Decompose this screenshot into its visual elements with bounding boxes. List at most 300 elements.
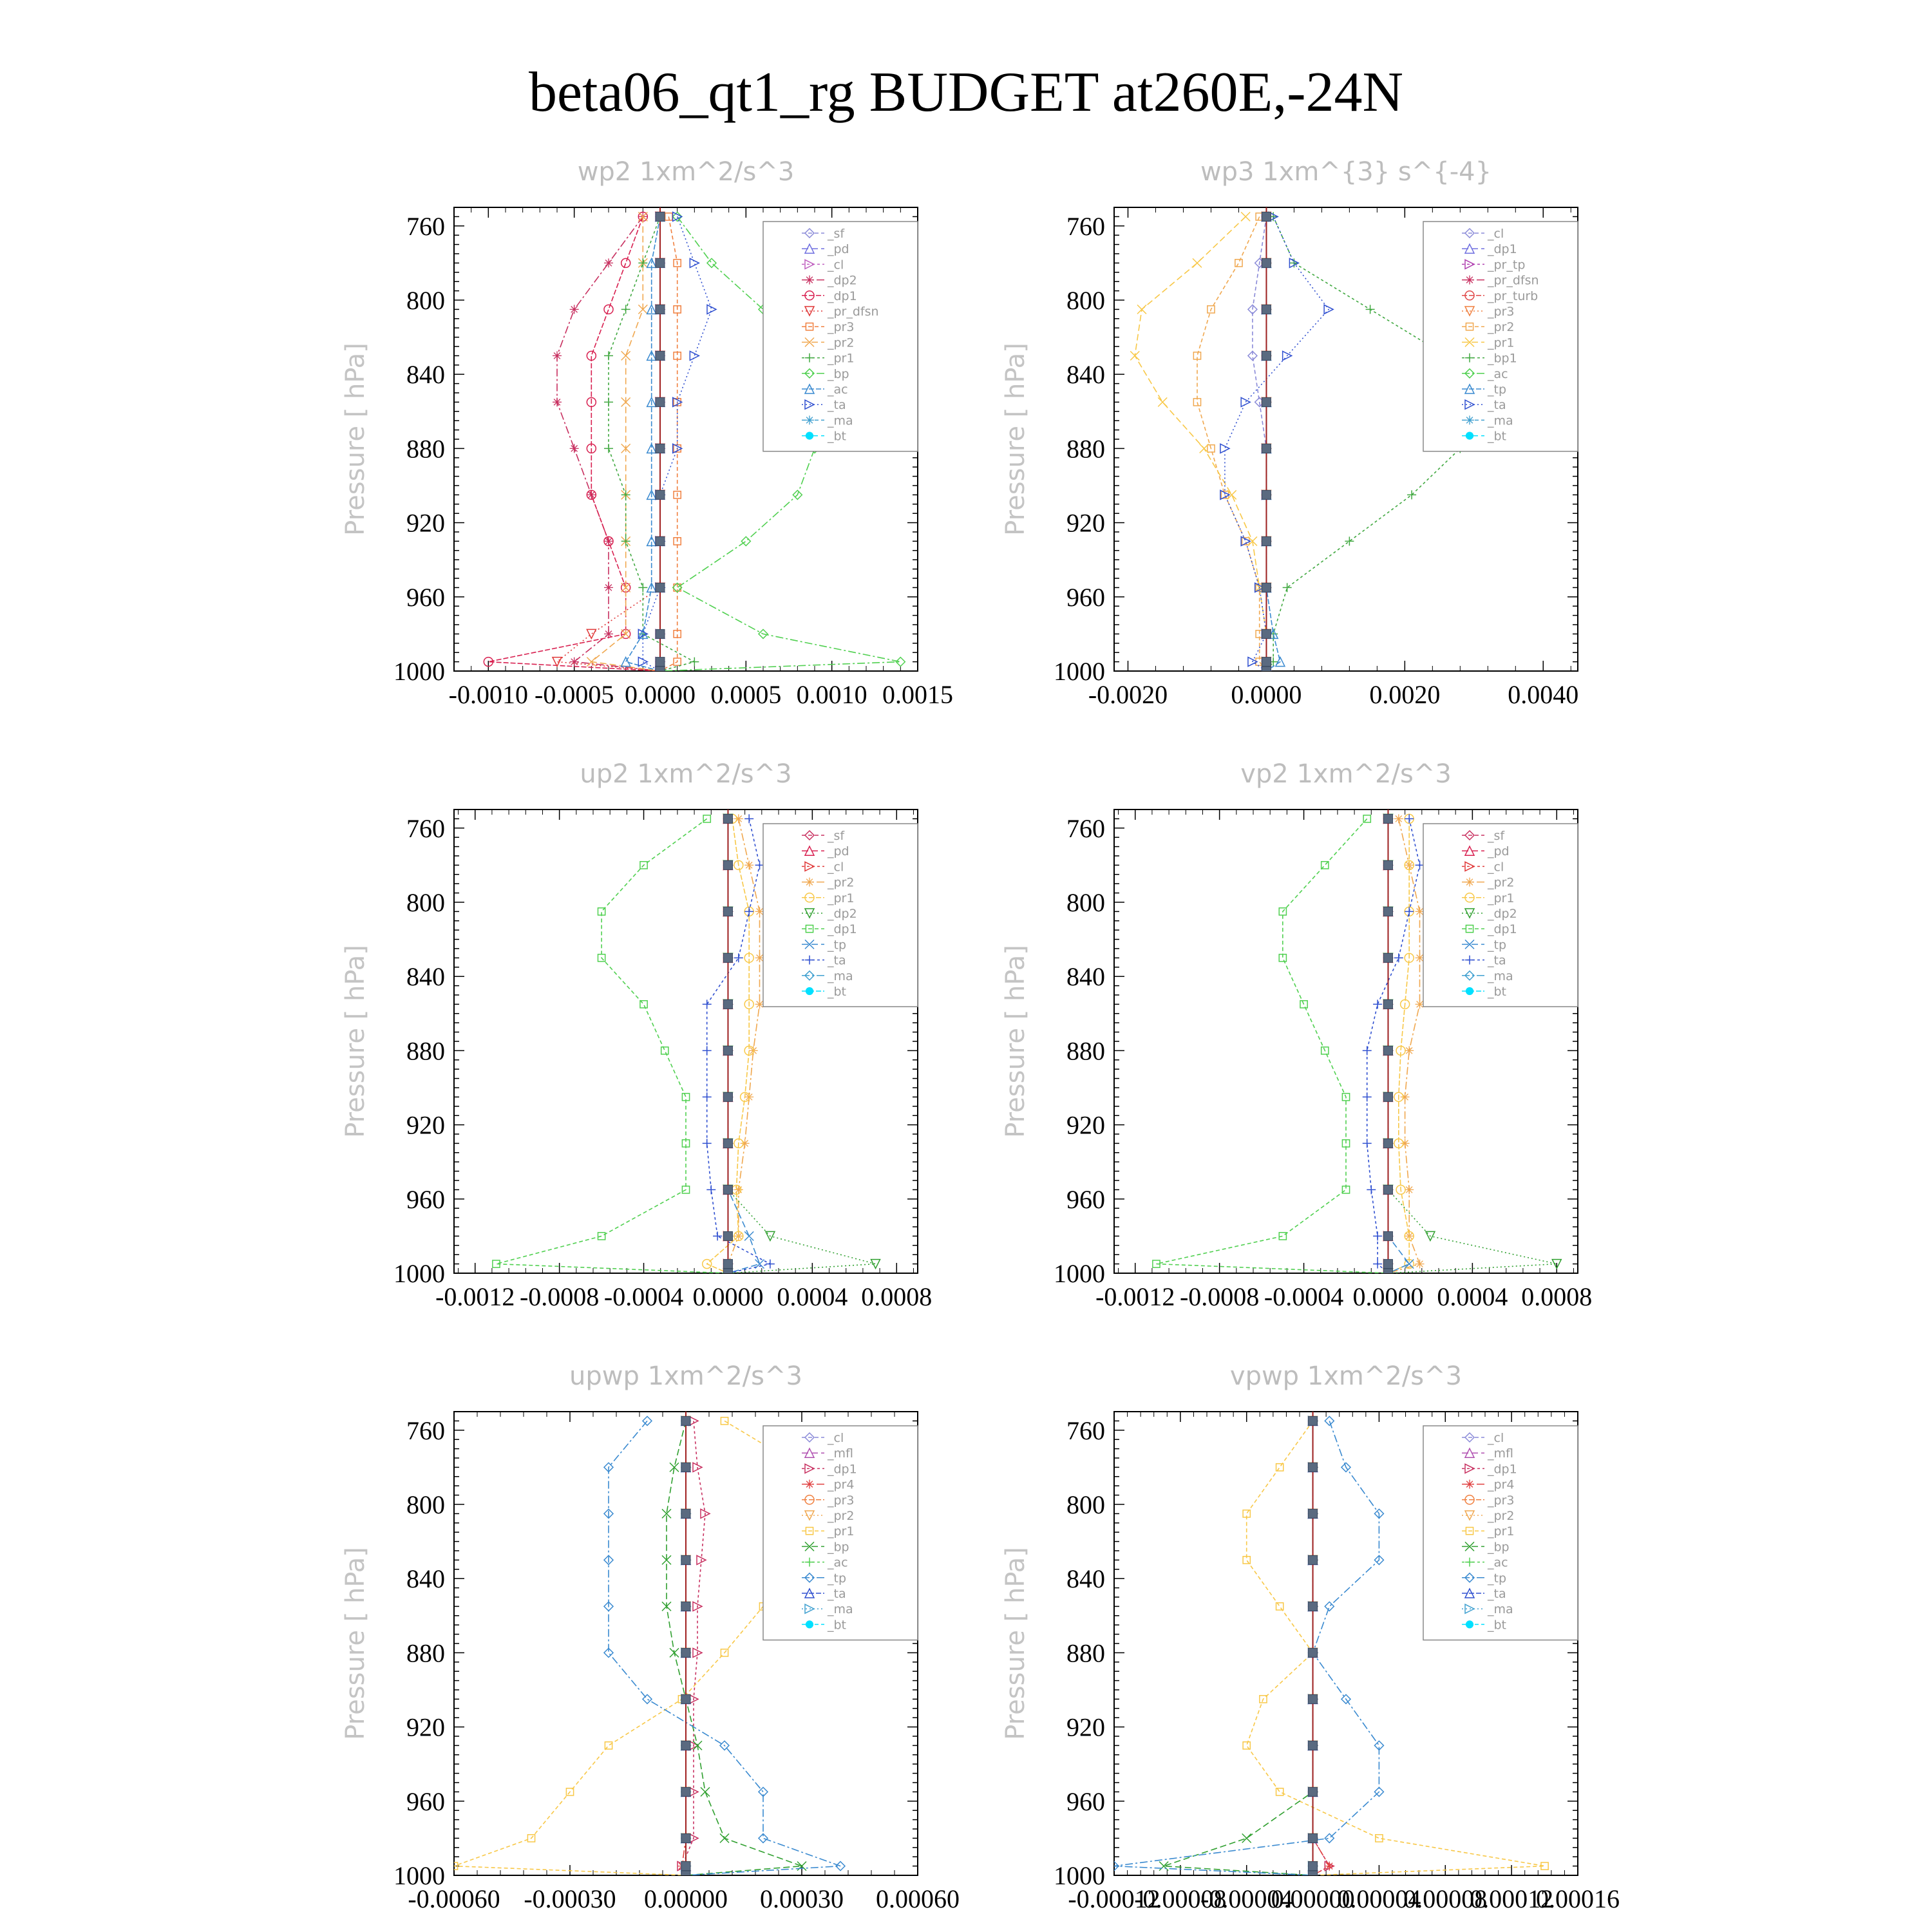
x-tick-label: -0.0004 (1264, 1282, 1344, 1311)
stacked-marker (681, 1787, 690, 1796)
legend-entry: _ac (1488, 1555, 1508, 1570)
y-tick-label: 920 (1066, 1110, 1105, 1140)
data-point (734, 1185, 743, 1194)
legend-entry: _dp1 (828, 922, 857, 937)
data-point (621, 658, 630, 667)
stacked-marker (723, 860, 732, 869)
x-tick-label: 0.0010 (796, 680, 867, 709)
stacked-marker (1262, 490, 1271, 499)
stacked-marker (1262, 536, 1271, 545)
x-tick-label: 0.0004 (1437, 1282, 1508, 1311)
x-tick-label: 0.00012 (1470, 1884, 1554, 1913)
figure-title: beta06_qt1_rg BUDGET at260E,-24N (528, 61, 1404, 124)
legend-entry: _pr_tp (1488, 258, 1526, 272)
panel-title: upwp 1xm^2/s^3 (569, 1361, 802, 1391)
stacked-marker (723, 1260, 732, 1269)
data-point (1325, 1862, 1334, 1871)
legend-entry: _dp2 (1488, 907, 1517, 921)
legend (1423, 824, 1578, 1007)
data-point (1405, 1046, 1414, 1055)
legend-entry: _pd (1488, 844, 1510, 859)
stacked-marker (656, 629, 665, 638)
stacked-marker (1309, 1648, 1318, 1657)
legend-entry: _dp1 (1488, 1462, 1517, 1477)
legend-entry: _bt (828, 1618, 847, 1633)
stacked-marker (681, 1833, 690, 1842)
x-tick-label: -0.00012 (1068, 1884, 1160, 1913)
legend-entry: _bt (828, 429, 847, 444)
legend-entry: _bt (1488, 985, 1507, 999)
y-tick-label: 920 (406, 508, 445, 538)
data-point (1405, 1185, 1414, 1194)
y-axis-label: Pressure [ hPa] (1001, 343, 1030, 536)
data-point (1367, 1185, 1376, 1194)
stacked-marker (1309, 1787, 1318, 1796)
x-tick-label: 0.0040 (1508, 680, 1579, 709)
legend-marker (1465, 1480, 1474, 1489)
y-tick-label: 880 (406, 434, 445, 464)
y-tick-label: 960 (1066, 582, 1105, 612)
data-point (1363, 1046, 1372, 1055)
x-tick-label: 0.0004 (777, 1282, 848, 1311)
y-tick-label: 800 (406, 888, 445, 917)
data-point (670, 1648, 679, 1657)
data-point (1193, 258, 1202, 267)
data-point (706, 1185, 715, 1194)
series-line-ta (1367, 819, 1420, 1273)
data-point (1325, 1602, 1334, 1611)
data-point (1158, 397, 1167, 406)
data-point (570, 305, 579, 314)
legend-entry: _pd (828, 844, 849, 859)
stacked-marker (1262, 629, 1271, 638)
x-tick-label: 0.00030 (760, 1884, 844, 1913)
data-point (670, 1463, 679, 1472)
y-tick-label: 840 (406, 962, 445, 992)
y-axis-label: Pressure [ hPa] (1001, 945, 1030, 1138)
y-tick-label: 1000 (393, 1259, 445, 1288)
data-point (1130, 351, 1139, 360)
data-point (604, 351, 613, 360)
x-tick-label: 0.0005 (710, 680, 782, 709)
x-tick-label: 0.0000 (1231, 680, 1302, 709)
data-point (587, 629, 596, 638)
y-tick-label: 960 (406, 582, 445, 612)
stacked-marker (656, 490, 665, 499)
legend-entry: _pr2 (1488, 1509, 1515, 1523)
legend-marker (1466, 432, 1473, 439)
y-tick-label: 960 (406, 1786, 445, 1816)
legend (763, 222, 918, 451)
x-tick-label: 0.0008 (1521, 1282, 1593, 1311)
legend-entry: _ma (1488, 413, 1513, 428)
data-point (703, 815, 710, 822)
data-point (734, 953, 743, 962)
panels (341, 157, 1620, 1913)
legend-entry: _ma (1488, 969, 1513, 983)
y-tick-label: 800 (1066, 888, 1105, 917)
stacked-marker (1309, 1694, 1318, 1703)
legend-marker (1466, 987, 1473, 994)
legend-entry: _pr2 (828, 875, 855, 890)
series-line-pr1 (1135, 216, 1266, 671)
legend-entry: _pr2 (828, 336, 855, 350)
series-line-ta (1225, 216, 1329, 671)
stacked-marker (723, 907, 732, 916)
y-tick-label: 760 (406, 211, 445, 241)
stacked-marker (656, 212, 665, 221)
stacked-marker (1309, 1463, 1318, 1472)
stacked-marker (681, 1648, 690, 1657)
data-point (621, 305, 630, 314)
legend-entry: _bp (828, 366, 849, 381)
stacked-marker (681, 1509, 690, 1518)
x-tick-label: 0.00060 (876, 1884, 960, 1913)
stacked-marker (681, 1463, 690, 1472)
data-point (693, 1741, 702, 1750)
legend-entry: _pr2 (828, 1509, 855, 1523)
stacked-marker (656, 305, 665, 314)
data-point (1363, 1139, 1372, 1148)
stacked-marker (723, 999, 732, 1009)
y-tick-label: 1000 (393, 657, 445, 686)
x-tick-label: -0.00030 (524, 1884, 616, 1913)
x-tick-label: -0.0005 (535, 680, 614, 709)
stacked-marker (1383, 814, 1392, 823)
legend-entry: _pr1 (1488, 891, 1515, 905)
legend-entry: _bt (1488, 429, 1507, 444)
data-point (755, 1260, 764, 1269)
data-point (1373, 1231, 1382, 1240)
legend-entry: _bp (1488, 1540, 1510, 1555)
legend-entry: _ta (828, 953, 846, 968)
stacked-marker (656, 536, 665, 545)
legend-entry: _pr1 (828, 1524, 855, 1539)
x-tick-label: 0.00000 (1271, 1884, 1355, 1913)
stacked-marker (723, 1185, 732, 1194)
y-tick-label: 800 (406, 286, 445, 315)
legend-entry: _cl (828, 860, 844, 875)
data-point (744, 1231, 753, 1240)
legend-entry: _ma (828, 413, 853, 428)
stacked-marker (1262, 583, 1271, 592)
legend-entry: _pr2 (1488, 320, 1515, 335)
stacked-marker (723, 953, 732, 962)
data-point (690, 258, 699, 267)
stacked-marker (681, 1871, 690, 1880)
x-tick-label: 0.00008 (1403, 1884, 1488, 1913)
legend-entry: _dp1 (1488, 242, 1517, 257)
panel-wp3 (1001, 157, 1578, 709)
legend-entry: _tp (1488, 383, 1507, 397)
legend-marker (1466, 1621, 1473, 1628)
stacked-marker (1262, 444, 1271, 453)
y-tick-label: 1000 (1054, 1861, 1105, 1890)
data-point (673, 212, 682, 221)
x-tick-label: 0.0008 (861, 1282, 933, 1311)
x-tick-label: -0.00008 (1134, 1884, 1227, 1913)
legend-marker (806, 987, 813, 994)
data-point (604, 258, 613, 267)
legend-marker (805, 878, 814, 887)
data-point (690, 351, 699, 360)
legend-entry: _ac (828, 1555, 848, 1570)
y-tick-label: 880 (1066, 1638, 1105, 1668)
data-point (1283, 583, 1292, 592)
data-point (707, 305, 716, 314)
data-point (690, 658, 699, 667)
legend-entry: _tp (828, 1571, 847, 1586)
legend-entry: _dp1 (828, 1462, 857, 1477)
legend-entry: _ac (1488, 366, 1508, 381)
x-tick-label: 0.00016 (1536, 1884, 1620, 1913)
data-point (1276, 1464, 1283, 1471)
y-tick-label: 920 (1066, 508, 1105, 538)
legend-entry: _pr3 (1488, 1493, 1515, 1508)
y-tick-label: 800 (1066, 286, 1105, 315)
y-tick-label: 1000 (393, 1861, 445, 1890)
legend-entry: _ta (1488, 1587, 1506, 1601)
y-tick-label: 760 (406, 813, 445, 843)
legend-entry: _pr1 (1488, 1524, 1515, 1539)
legend (763, 1426, 918, 1640)
y-tick-label: 840 (1066, 360, 1105, 390)
data-point (1366, 305, 1375, 314)
stacked-marker (1309, 1862, 1318, 1871)
legend-entry: _pr4 (828, 1477, 855, 1492)
stacked-marker (1383, 1092, 1392, 1101)
stacked-marker (1383, 1260, 1392, 1269)
legend-entry: _ma (1488, 1602, 1513, 1617)
legend-entry: _sf (1488, 829, 1505, 843)
stacked-marker (1262, 667, 1271, 676)
stacked-marker (1383, 860, 1392, 869)
panel-title: up2 1xm^2/s^3 (580, 759, 792, 789)
stacked-marker (681, 1602, 690, 1611)
stacked-marker (1309, 1555, 1318, 1564)
stacked-marker (1383, 1185, 1392, 1194)
panel-vpwp (1001, 1361, 1620, 1913)
y-tick-label: 880 (1066, 1036, 1105, 1066)
stacked-marker (1262, 212, 1271, 221)
y-tick-label: 840 (1066, 1564, 1105, 1594)
stacked-marker (1383, 1139, 1392, 1148)
y-axis-label: Pressure [ hPa] (341, 343, 370, 536)
legend (763, 824, 918, 1007)
data-point (741, 536, 750, 545)
x-tick-label: -0.00004 (1200, 1884, 1293, 1913)
legend-entry: _tp (1488, 938, 1507, 952)
stacked-marker (1309, 1833, 1318, 1842)
stacked-marker (1309, 1741, 1318, 1750)
stacked-marker (723, 1046, 732, 1055)
series-line-dp2 (557, 216, 660, 671)
data-point (1243, 1742, 1250, 1749)
x-tick-label: -0.0012 (1095, 1282, 1175, 1311)
x-tick-label: 0.00004 (1337, 1884, 1421, 1913)
data-point (598, 1233, 605, 1240)
panel-title: vp2 1xm^2/s^3 (1240, 759, 1452, 789)
stacked-marker (1262, 305, 1271, 314)
stacked-marker (723, 1269, 732, 1278)
stacked-marker (681, 1862, 690, 1871)
legend-entry: _tp (1488, 1571, 1507, 1586)
data-point (1407, 490, 1416, 499)
legend-entry: _pr1 (828, 351, 855, 366)
x-tick-label: -0.0020 (1088, 680, 1168, 709)
legend-entry: _cl (828, 1431, 844, 1445)
data-point (1279, 1233, 1286, 1240)
data-point (744, 814, 753, 823)
legend-marker (805, 1480, 814, 1489)
data-point (744, 860, 753, 869)
stacked-marker (656, 258, 665, 267)
stacked-marker (656, 658, 665, 667)
y-tick-label: 880 (1066, 434, 1105, 464)
data-point (766, 1260, 775, 1269)
y-tick-label: 840 (1066, 962, 1105, 992)
legend-entry: _cl (1488, 227, 1504, 241)
legend-entry: _ac (828, 383, 848, 397)
y-tick-label: 920 (406, 1110, 445, 1140)
data-point (703, 1139, 712, 1148)
x-tick-label: 0.0000 (692, 1282, 764, 1311)
stacked-marker (1383, 907, 1392, 916)
y-axis-label: Pressure [ hPa] (341, 1547, 370, 1740)
stacked-marker (656, 667, 665, 676)
stacked-marker (1383, 953, 1392, 962)
legend-entry: _dp1 (828, 289, 857, 303)
legend-entry: _dp1 (1488, 922, 1517, 937)
stacked-marker (1383, 1231, 1392, 1240)
stacked-marker (1309, 1871, 1318, 1880)
stacked-marker (723, 1231, 732, 1240)
data-point (1394, 953, 1403, 962)
y-tick-label: 840 (406, 1564, 445, 1594)
data-point (1394, 814, 1403, 823)
legend-entry: _mfl (828, 1446, 853, 1461)
legend-entry: _pr3 (1488, 305, 1515, 319)
legend-entry: _ta (1488, 953, 1506, 968)
stacked-marker (656, 583, 665, 592)
legend-entry: _dp2 (828, 907, 857, 921)
data-point (703, 1092, 712, 1101)
x-tick-label: 0.0015 (882, 680, 953, 709)
legend-entry: _pr1 (828, 891, 855, 905)
stacked-marker (681, 1555, 690, 1564)
legend-entry: _pr_dfsn (1488, 273, 1539, 288)
y-tick-label: 1000 (1054, 1259, 1105, 1288)
legend-entry: _pr_dfsn (828, 305, 879, 319)
x-tick-label: -0.0008 (519, 1282, 600, 1311)
panel-wp2 (341, 157, 953, 709)
data-point (720, 1833, 729, 1842)
stacked-marker (723, 1139, 732, 1148)
y-axis-label: Pressure [ hPa] (1001, 1547, 1030, 1740)
data-point (1137, 305, 1146, 314)
panel-title: wp2 1xm^2/s^3 (577, 157, 795, 187)
x-tick-label: 0.0000 (625, 680, 696, 709)
y-tick-label: 760 (406, 1416, 445, 1445)
legend-entry: _pr4 (1488, 1477, 1515, 1492)
legend-marker (1465, 276, 1474, 285)
x-tick-label: -0.0008 (1179, 1282, 1260, 1311)
data-point (553, 351, 562, 360)
legend-entry: _bt (828, 985, 847, 999)
legend-marker (1465, 878, 1474, 887)
stacked-marker (1383, 1269, 1392, 1278)
stacked-marker (1262, 351, 1271, 360)
series-line-pr2 (591, 216, 660, 671)
legend-entry: _ta (828, 398, 846, 413)
legend-entry: _ta (1488, 398, 1506, 413)
stacked-marker (681, 1694, 690, 1703)
stacked-marker (723, 1092, 732, 1101)
x-tick-label: -0.0012 (435, 1282, 515, 1311)
y-tick-label: 920 (406, 1712, 445, 1742)
y-tick-label: 880 (406, 1638, 445, 1668)
stacked-marker (656, 351, 665, 360)
legend-marker (805, 276, 814, 285)
data-point (701, 1787, 710, 1796)
stacked-marker (656, 444, 665, 453)
legend (1423, 1426, 1578, 1640)
data-point (604, 397, 613, 406)
stacked-marker (1309, 1416, 1318, 1425)
x-tick-label: -0.0010 (448, 680, 528, 709)
x-tick-label: -0.0004 (603, 1282, 684, 1311)
stacked-marker (656, 397, 665, 406)
data-point (1235, 260, 1242, 267)
legend-entry: _pr3 (828, 1493, 855, 1508)
series-line-bp (1164, 1421, 1313, 1875)
legend-entry: _pr3 (828, 320, 855, 335)
y-tick-label: 760 (1066, 1416, 1105, 1445)
data-point (1325, 1416, 1334, 1425)
legend-entry: _dp2 (828, 273, 857, 288)
stacked-marker (681, 1416, 690, 1425)
data-point (1363, 1092, 1372, 1101)
legend-entry: _pr_turb (1488, 289, 1539, 303)
y-tick-label: 1000 (1054, 657, 1105, 686)
data-point (703, 1046, 712, 1055)
stacked-marker (1309, 1602, 1318, 1611)
data-point (661, 1047, 668, 1054)
x-tick-label: 0.00000 (644, 1884, 728, 1913)
legend-entry: _sf (828, 829, 845, 843)
legend-entry: _ma (828, 1602, 853, 1617)
y-tick-label: 760 (1066, 813, 1105, 843)
legend-entry: _ma (828, 969, 853, 983)
stacked-marker (681, 1741, 690, 1750)
y-tick-label: 960 (406, 1184, 445, 1214)
data-point (604, 444, 613, 453)
data-point (604, 583, 613, 592)
data-point (604, 305, 613, 314)
series-line-dp1 (497, 819, 728, 1273)
legend-entry: _bp (828, 1540, 849, 1555)
stacked-marker (1262, 258, 1271, 267)
x-tick-label: -0.00060 (408, 1884, 500, 1913)
data-point (1416, 1260, 1425, 1269)
data-point (1242, 1833, 1251, 1842)
legend-entry: _pr2 (1488, 875, 1515, 890)
legend-entry: _sf (828, 227, 845, 241)
data-point (1276, 1603, 1283, 1610)
y-tick-label: 760 (1066, 211, 1105, 241)
data-point (553, 397, 562, 406)
legend (1423, 222, 1578, 451)
